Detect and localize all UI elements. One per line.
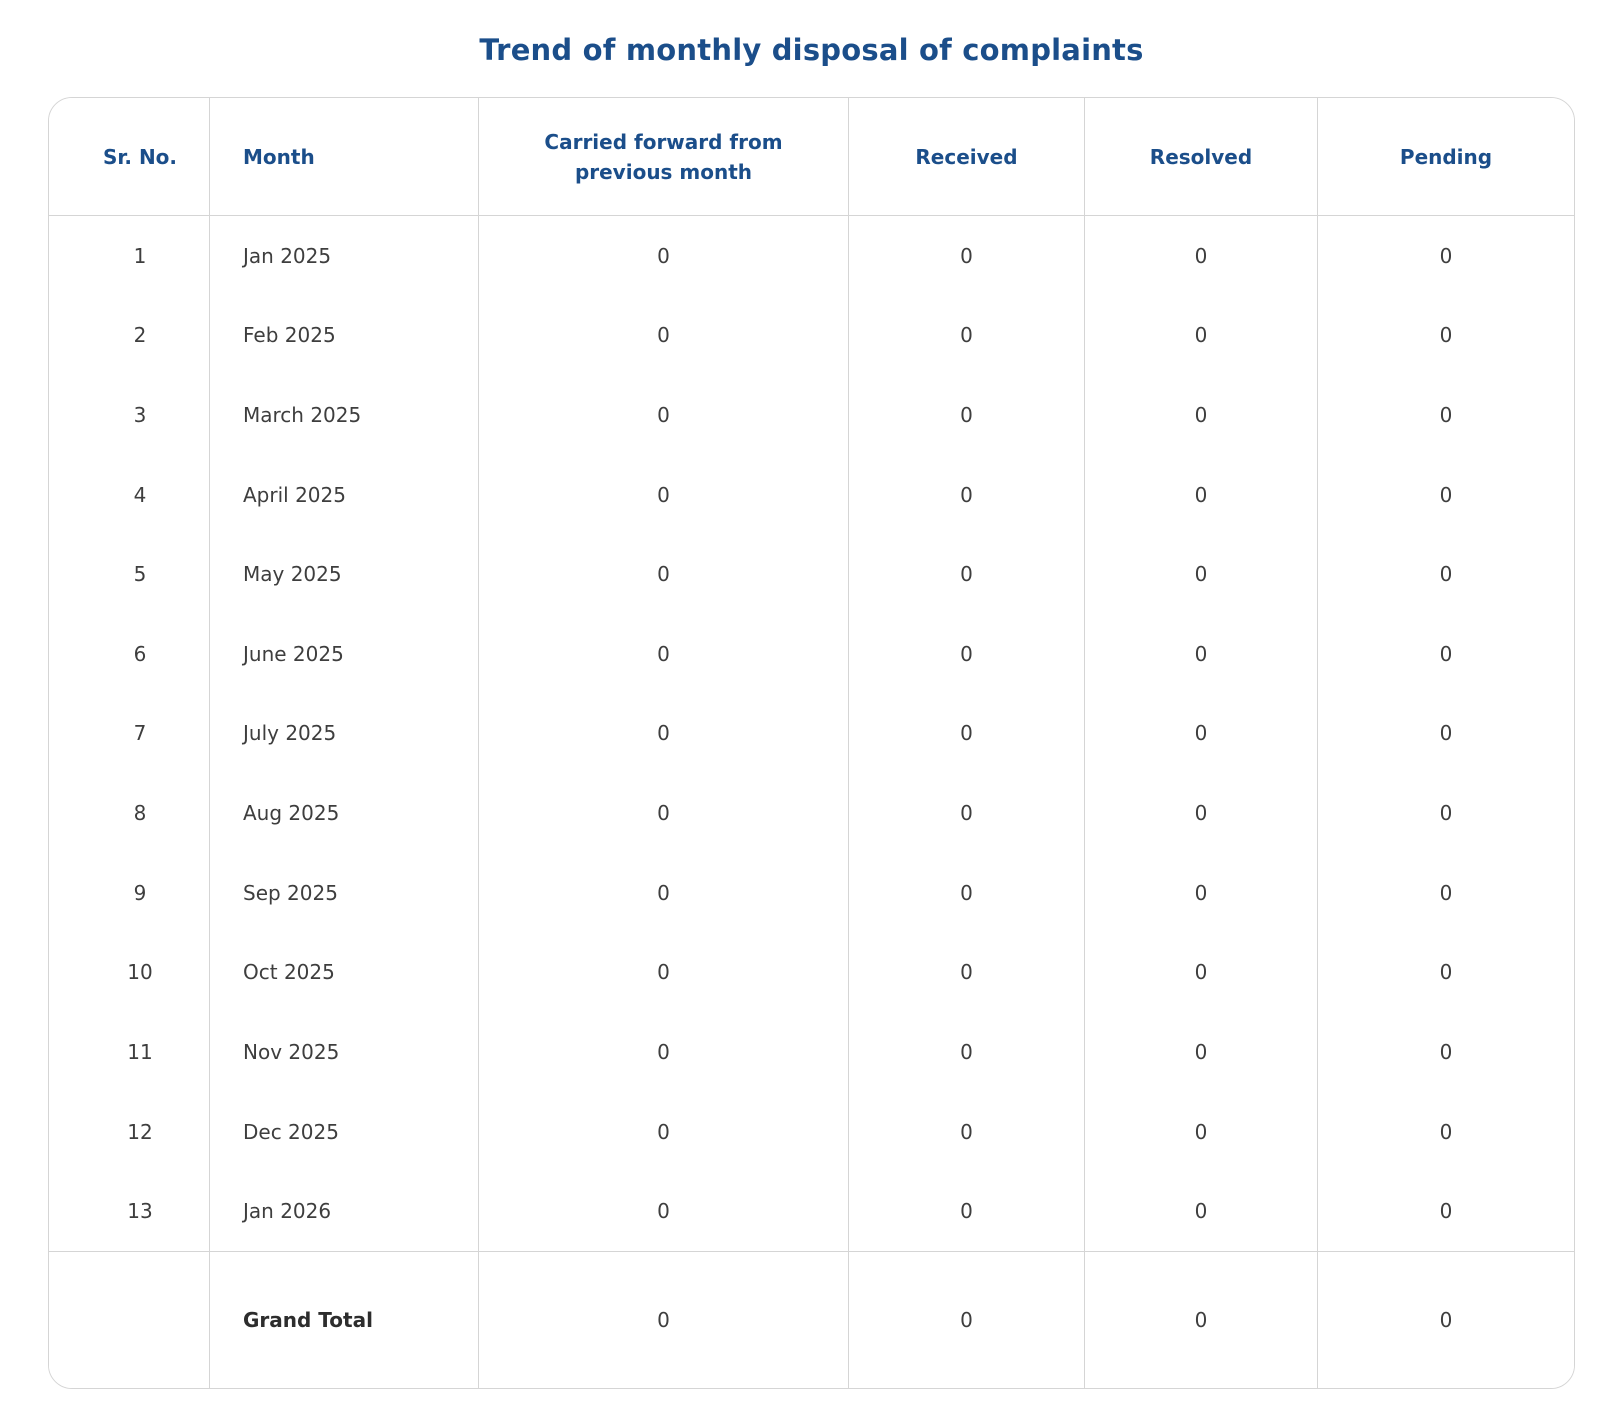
row-month: Oct 2025 <box>210 933 479 1013</box>
row-sr-no: 10 <box>49 933 210 1013</box>
row-carried-forward: 0 <box>479 1171 849 1251</box>
row-pending: 0 <box>1318 694 1574 774</box>
row-month: Dec 2025 <box>210 1092 479 1172</box>
row-received: 0 <box>849 534 1085 614</box>
row-month: Nov 2025 <box>210 1012 479 1092</box>
row-month: June 2025 <box>210 614 479 694</box>
row-month: Feb 2025 <box>210 296 479 376</box>
row-pending: 0 <box>1318 296 1574 376</box>
complaints-table-card <box>48 97 1575 1389</box>
row-carried-forward: 0 <box>479 694 849 774</box>
column-header-month: Month <box>210 98 479 216</box>
complaints-table <box>49 98 1574 1388</box>
row-carried-forward: 0 <box>479 534 849 614</box>
row-resolved: 0 <box>1085 455 1318 535</box>
row-sr-no: 6 <box>49 614 210 694</box>
row-carried-forward: 0 <box>479 296 849 376</box>
row-received: 0 <box>849 375 1085 455</box>
row-received: 0 <box>849 853 1085 933</box>
row-pending: 0 <box>1318 933 1574 1013</box>
row-pending: 0 <box>1318 1012 1574 1092</box>
row-pending: 0 <box>1318 1171 1574 1251</box>
column-header-pending: Pending <box>1318 98 1574 216</box>
grand-total-carried: 0 <box>479 1251 849 1388</box>
row-resolved: 0 <box>1085 216 1318 296</box>
row-carried-forward: 0 <box>479 614 849 694</box>
row-resolved: 0 <box>1085 773 1318 853</box>
row-sr-no: 3 <box>49 375 210 455</box>
row-resolved: 0 <box>1085 853 1318 933</box>
row-sr-no: 8 <box>49 773 210 853</box>
row-pending: 0 <box>1318 773 1574 853</box>
row-sr-no: 9 <box>49 853 210 933</box>
column-header-carried-forward: Carried forward from previous month <box>479 98 849 216</box>
row-sr-no: 4 <box>49 455 210 535</box>
column-header-sr-no: Sr. No. <box>49 98 210 216</box>
row-sr-no: 2 <box>49 296 210 376</box>
row-month: April 2025 <box>210 455 479 535</box>
page-title: Trend of monthly disposal of complaints <box>479 33 1144 67</box>
row-pending: 0 <box>1318 534 1574 614</box>
row-sr-no: 11 <box>49 1012 210 1092</box>
row-month: March 2025 <box>210 375 479 455</box>
row-carried-forward: 0 <box>479 1092 849 1172</box>
row-received: 0 <box>849 614 1085 694</box>
grand-total-received: 0 <box>849 1251 1085 1388</box>
row-received: 0 <box>849 933 1085 1013</box>
row-received: 0 <box>849 694 1085 774</box>
row-pending: 0 <box>1318 853 1574 933</box>
row-carried-forward: 0 <box>479 455 849 535</box>
row-month: Sep 2025 <box>210 853 479 933</box>
grand-total-spacer <box>49 1251 210 1388</box>
grand-total-resolved: 0 <box>1085 1251 1318 1388</box>
row-resolved: 0 <box>1085 1012 1318 1092</box>
row-sr-no: 12 <box>49 1092 210 1172</box>
row-received: 0 <box>849 1012 1085 1092</box>
row-pending: 0 <box>1318 1092 1574 1172</box>
row-resolved: 0 <box>1085 933 1318 1013</box>
grand-total-pending: 0 <box>1318 1251 1574 1388</box>
row-received: 0 <box>849 455 1085 535</box>
row-carried-forward: 0 <box>479 853 849 933</box>
row-received: 0 <box>849 216 1085 296</box>
row-received: 0 <box>849 1171 1085 1251</box>
row-sr-no: 13 <box>49 1171 210 1251</box>
row-pending: 0 <box>1318 614 1574 694</box>
row-resolved: 0 <box>1085 375 1318 455</box>
grand-total-label: Grand Total <box>210 1251 479 1388</box>
row-received: 0 <box>849 773 1085 853</box>
row-month: Jan 2026 <box>210 1171 479 1251</box>
row-month: May 2025 <box>210 534 479 614</box>
row-resolved: 0 <box>1085 694 1318 774</box>
row-carried-forward: 0 <box>479 216 849 296</box>
column-header-resolved: Resolved <box>1085 98 1318 216</box>
row-resolved: 0 <box>1085 296 1318 376</box>
row-carried-forward: 0 <box>479 933 849 1013</box>
row-carried-forward: 0 <box>479 375 849 455</box>
column-header-received: Received <box>849 98 1085 216</box>
row-sr-no: 7 <box>49 694 210 774</box>
row-received: 0 <box>849 296 1085 376</box>
row-carried-forward: 0 <box>479 773 849 853</box>
row-resolved: 0 <box>1085 534 1318 614</box>
row-received: 0 <box>849 1092 1085 1172</box>
row-sr-no: 5 <box>49 534 210 614</box>
row-pending: 0 <box>1318 455 1574 535</box>
row-pending: 0 <box>1318 216 1574 296</box>
row-resolved: 0 <box>1085 614 1318 694</box>
row-resolved: 0 <box>1085 1092 1318 1172</box>
row-sr-no: 1 <box>49 216 210 296</box>
row-month: Aug 2025 <box>210 773 479 853</box>
row-pending: 0 <box>1318 375 1574 455</box>
row-carried-forward: 0 <box>479 1012 849 1092</box>
row-resolved: 0 <box>1085 1171 1318 1251</box>
row-month: July 2025 <box>210 694 479 774</box>
row-month: Jan 2025 <box>210 216 479 296</box>
